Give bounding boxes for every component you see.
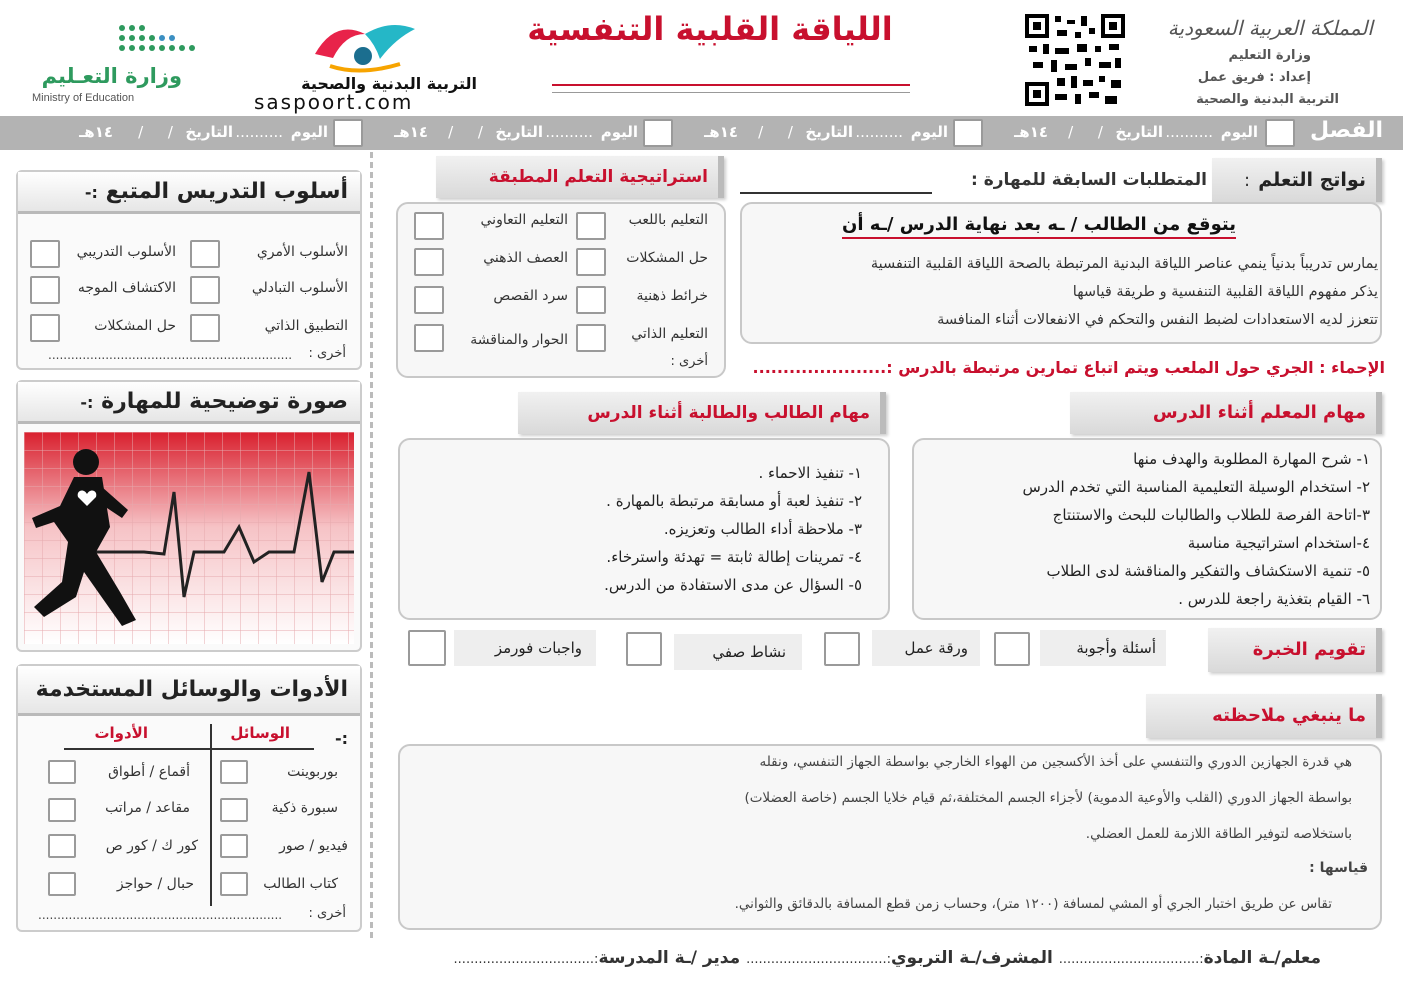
notes-title	[1146, 694, 1382, 738]
media-checkbox-2[interactable]	[220, 798, 248, 822]
style-checkbox-right-1[interactable]	[190, 240, 220, 268]
teacher-task-5: ٥- تنمية الاستكشاف والتفكير والمناقشة لدى الطلاب	[1046, 562, 1370, 580]
expectation-text	[842, 214, 1236, 239]
strategy-c1-2: حل المشكلات	[626, 250, 708, 266]
tool-1: أقماع / أطواق	[108, 764, 190, 780]
moe-logo	[22, 14, 192, 109]
strategy-c2-checkbox-2[interactable]	[414, 248, 444, 276]
pe-logo-text: التربية البدنية والصحية	[301, 74, 477, 93]
tool-checkbox-1[interactable]	[48, 760, 76, 784]
department-name: التربية البدنية والصحية	[1196, 92, 1339, 107]
eval-checkbox-1[interactable]	[994, 632, 1030, 666]
title-underline	[552, 84, 910, 86]
notes-measure-title: قياسها :	[1309, 860, 1368, 876]
strategy-c1-checkbox-2[interactable]	[576, 248, 606, 276]
strategy-c1-checkbox-4[interactable]	[576, 324, 606, 352]
student-task-4: ٤- تمرينات إطالة ثابتة = تهدئة واسترخاء.	[606, 548, 862, 566]
strategy-c2-checkbox-1[interactable]	[414, 212, 444, 240]
style-checkbox-right-2[interactable]	[190, 276, 220, 304]
day-checkbox-4[interactable]	[333, 119, 363, 147]
hijri-1: ١٤هـ	[1014, 123, 1048, 141]
page-title: اللياقة القلبية التنفسية	[527, 10, 893, 48]
strategy-c2-checkbox-3[interactable]	[414, 286, 444, 314]
prerequisites-input[interactable]	[740, 192, 932, 194]
hijri-2: ١٤هـ	[704, 123, 738, 141]
outcome-1: يمارس تدريباً بدنياً ينمي عناصر اللياقة البدنية المرتبطة بالصحة اللياقة القلبية التنفسية	[870, 256, 1378, 272]
slash-group-3: / /	[448, 123, 483, 141]
pe-site: saspoort.com	[254, 90, 414, 114]
date-strip	[0, 116, 1403, 150]
style-left-1: الأسلوب التدريبي	[76, 244, 176, 260]
teacher-task-2: ٢- استخدام الوسيلة التعليمية المناسبة التي تخدم الدرس	[1022, 478, 1370, 496]
notes-line-1: هي قدرة الجهازين الدوري والتنفسي على أخذ الأكسجين من الهواء الخارجي بواسطة الجهاز التنفسي، ونقله	[759, 754, 1352, 770]
signature-supervisor-dots[interactable]: :..................................	[746, 952, 891, 967]
teacher-task-3: ٣-اتاحة الفرصة للطلاب والطالبات للبحث والاستنتاج	[1052, 506, 1370, 524]
tool-3: كور ك / كور ص	[105, 838, 198, 854]
tools-title	[18, 666, 360, 748]
signature-supervisor: المشرف/ـة التربوي	[890, 948, 1053, 968]
style-left-2: الاكتشاف الموجه	[77, 280, 176, 296]
eval-checkbox-2[interactable]	[824, 632, 860, 666]
date-label-1: التاريخ	[1115, 123, 1163, 141]
moe-dots-icon	[112, 18, 262, 58]
outcomes-title-text: نواتج التعلم	[1258, 169, 1366, 191]
tools-other-dots[interactable]: ................................................................	[38, 908, 283, 922]
signature-principal: مدير /ـة المدرسة	[598, 948, 741, 968]
signature-teacher-dots[interactable]: :..................................	[1058, 952, 1204, 967]
eval-option-2	[872, 630, 980, 666]
strategy-c1-checkbox-1[interactable]	[576, 212, 606, 240]
date-label-2: التاريخ	[805, 123, 853, 141]
eval-option-4	[454, 630, 596, 666]
day-checkbox-3[interactable]	[643, 119, 673, 147]
warmup-dots[interactable]: ......................	[752, 358, 887, 377]
tool-4: حبال / حواجز	[116, 876, 194, 892]
skill-image-panel	[16, 380, 362, 652]
eval-checkbox-3[interactable]	[626, 632, 662, 666]
style-checkbox-left-1[interactable]	[30, 240, 60, 268]
tools-suffix: :-	[334, 729, 348, 748]
class-checkbox[interactable]	[1265, 119, 1295, 147]
tools-panel	[16, 664, 362, 932]
expectation-text-span: يتوقع من الطالب / ـه بعد نهاية الدرس /ـه أن	[842, 214, 1236, 235]
tools-title-text: الأدوات والوسائل المستخدمة	[35, 677, 348, 702]
style-right-2: الأسلوب التبادلي	[251, 280, 348, 296]
strategy-c2-2: العصف الذهني	[483, 250, 568, 266]
eval-checkbox-4[interactable]	[408, 630, 446, 666]
notes-line-3: باستخلاصه لتوفير الطاقة اللازمة للعمل العضلي.	[1085, 826, 1352, 842]
slash-group-4: / /	[138, 123, 173, 141]
strategy-c2-checkbox-4[interactable]	[414, 324, 444, 352]
teacher-tasks-title	[1070, 392, 1382, 434]
day-label-4: اليوم	[290, 123, 328, 141]
notes-measure-text: تقاس عن طريق اختبار الجري أو المشي لمسافة (١٢٠٠ متر)، وحساب زمن قطع المسافة بالدقائق والثواني.	[734, 896, 1332, 912]
tool-checkbox-2[interactable]	[48, 798, 76, 822]
student-task-5: ٥- السؤال عن مدى الاستفادة من الدرس.	[604, 576, 862, 594]
tools-head-line	[64, 748, 314, 750]
date-dots-4: ..........	[235, 123, 283, 141]
student-tasks-title	[518, 392, 886, 434]
teacher-task-6: ٦- القيام بتغذية راجعة للدرس .	[1178, 590, 1370, 608]
eval-option-4-label: واجبات فورمز	[494, 639, 582, 657]
moe-logo-arabic: وزارة التعـليم	[41, 64, 182, 88]
outcomes-title	[1212, 158, 1382, 202]
prerequisites-label: المتطلبات السابقة للمهارة :	[971, 170, 1207, 190]
moe-logo-english: Ministry of Education	[32, 92, 135, 104]
strategy-c2-3: سرد القصص	[493, 288, 568, 304]
media-4: كتاب الطالب	[263, 876, 338, 892]
kingdom-name: المملكة العربية السعودية	[1167, 16, 1373, 40]
teacher-task-4: ٤-استخدام استراتيجية مناسبة	[1187, 534, 1370, 552]
outcomes-colon: :	[1244, 170, 1251, 191]
student-tasks-box	[398, 438, 890, 620]
strategies-title-text: استراتيجية التعلم المطبقة	[488, 167, 708, 187]
tools-head-tools: الأدوات	[94, 724, 148, 742]
signature-teacher: معلم/ـة المادة	[1203, 948, 1321, 968]
notes-line-2: بواسطة الجهاز الدوري (القلب والأوعية الدموية) لأجزاء الجسم المختلفة،ثم قيام خلايا الجسم (خاصة العضلات)	[744, 790, 1352, 806]
date-dots-3: ..........	[545, 123, 593, 141]
hijri-4: ١٤هـ	[79, 123, 113, 141]
sidebar-divider	[370, 152, 373, 942]
date-label-3: التاريخ	[495, 123, 543, 141]
style-checkbox-left-3[interactable]	[30, 314, 60, 342]
strategy-other: أخرى :	[670, 354, 708, 369]
day-label-1: اليوم	[1220, 123, 1258, 141]
pe-logo-icon	[305, 14, 425, 74]
strategy-c1-checkbox-3[interactable]	[576, 286, 606, 314]
prepared-by: إعداد : فريق عمل	[1197, 70, 1311, 85]
warmup-text: الإحماء : الجري حول الملعب ويتم اتباع تمارين مرتبطة بالدرس :	[886, 358, 1385, 377]
student-tasks-title-text: مهام الطالب والطالبة أثناء الدرس	[587, 403, 870, 423]
strategies-box	[396, 202, 726, 378]
warmup-line	[753, 358, 1385, 377]
pe-logo	[250, 10, 485, 115]
media-1: بوربوينت	[287, 764, 338, 780]
day-label-2: اليوم	[910, 123, 948, 141]
notes-box	[398, 744, 1382, 930]
eval-option-1-label: أسئلة وأجوبة	[1076, 639, 1156, 657]
eval-option-3	[674, 634, 802, 670]
media-checkbox-4[interactable]	[220, 872, 248, 896]
style-other-label: أخرى :	[308, 346, 346, 361]
tool-checkbox-3[interactable]	[48, 834, 76, 858]
strategies-title	[436, 156, 724, 198]
tools-head-media: الوسائل	[230, 724, 290, 742]
outcomes-box	[740, 202, 1382, 344]
day-label-3: اليوم	[600, 123, 638, 141]
date-dots-1: ..........	[1165, 123, 1213, 141]
teacher-tasks-title-text: مهام المعلم أثناء الدرس	[1152, 402, 1366, 423]
outcome-2: يذكر مفهوم اللياقة القلبية التنفسية و طريقة قياسها	[1072, 284, 1378, 300]
qr-code-icon[interactable]	[1025, 14, 1125, 106]
teaching-style-suffix: :-	[84, 183, 98, 202]
date-label-4: التاريخ	[185, 123, 233, 141]
skill-image-title-text: صورة توضيحية للمهارة	[101, 389, 348, 414]
eval-option-2-label: ورقة عمل	[904, 639, 968, 657]
strategy-c2-4: الحوار والمناقشة	[470, 332, 568, 348]
tools-col-divider	[210, 724, 212, 906]
evaluation-title-text: تقويم الخبرة	[1252, 639, 1366, 660]
date-dots-2: ..........	[855, 123, 903, 141]
notes-title-text: ما ينبغي ملاحظته	[1212, 705, 1366, 726]
slash-group-1: / /	[1068, 123, 1103, 141]
hijri-3: ١٤هـ	[394, 123, 428, 141]
strategy-c2-1: التعليم التعاوني	[480, 212, 568, 228]
style-other-dots[interactable]: ................................................................	[48, 348, 293, 362]
teacher-task-1: ١- شرح المهارة المطلوبة والهدف منها	[1133, 450, 1370, 468]
ministry-name: وزارة التعليم	[1228, 48, 1311, 63]
media-checkbox-1[interactable]	[220, 760, 248, 784]
strategy-c1-1: التعليم باللعب	[628, 212, 708, 228]
strategy-c1-3: خرائط ذهنية	[636, 288, 708, 304]
style-right-1: الأسلوب الأمري	[256, 244, 348, 260]
tools-other-label: أخرى :	[308, 906, 346, 921]
teacher-tasks-box	[912, 438, 1382, 620]
teaching-style-title-text: أسلوب التدريس المتبع	[105, 179, 348, 204]
teaching-style-panel	[16, 170, 362, 370]
outcome-3: تتعزز لديه الاستعدادات لضبط النفس والتحكم في الانفعالات أثناء المنافسة	[937, 312, 1378, 328]
student-task-3: ٣- ملاحظة أداء الطالب وتعزيزه.	[663, 520, 862, 538]
media-3: فيديو / صور	[279, 838, 348, 854]
signature-principal-dots[interactable]: :..................................	[453, 952, 599, 967]
tool-checkbox-4[interactable]	[48, 872, 76, 896]
title-underline-2	[552, 92, 910, 93]
skill-image-suffix: :-	[80, 393, 94, 412]
eval-option-1	[1040, 630, 1166, 666]
style-checkbox-left-2[interactable]	[30, 276, 60, 304]
signatures-row	[454, 948, 1321, 968]
style-right-3: التطبيق الذاتي	[264, 318, 348, 334]
teaching-style-title	[18, 172, 360, 214]
student-task-1: ١- تنفيذ الاحماء .	[758, 464, 862, 482]
style-left-3: حل المشكلات	[94, 318, 176, 334]
eval-option-3-label: نشاط صفي	[712, 643, 786, 661]
day-checkbox-2[interactable]	[953, 119, 983, 147]
slash-group-2: / /	[758, 123, 793, 141]
tool-2: مقاعد / مراتب	[105, 800, 190, 816]
strategy-c1-4: التعليم الذاتي	[631, 326, 708, 342]
class-label: الفصل	[1310, 118, 1383, 143]
style-checkbox-right-3[interactable]	[190, 314, 220, 342]
skill-image-title	[18, 382, 360, 424]
student-task-2: ٢- تنفيذ لعبة أو مسابقة مرتبطة بالمهارة .	[606, 492, 862, 510]
media-checkbox-3[interactable]	[220, 834, 248, 858]
runner-heartbeat-image	[24, 432, 354, 644]
media-2: سبورة ذكية	[271, 800, 338, 816]
evaluation-title	[1208, 628, 1382, 672]
